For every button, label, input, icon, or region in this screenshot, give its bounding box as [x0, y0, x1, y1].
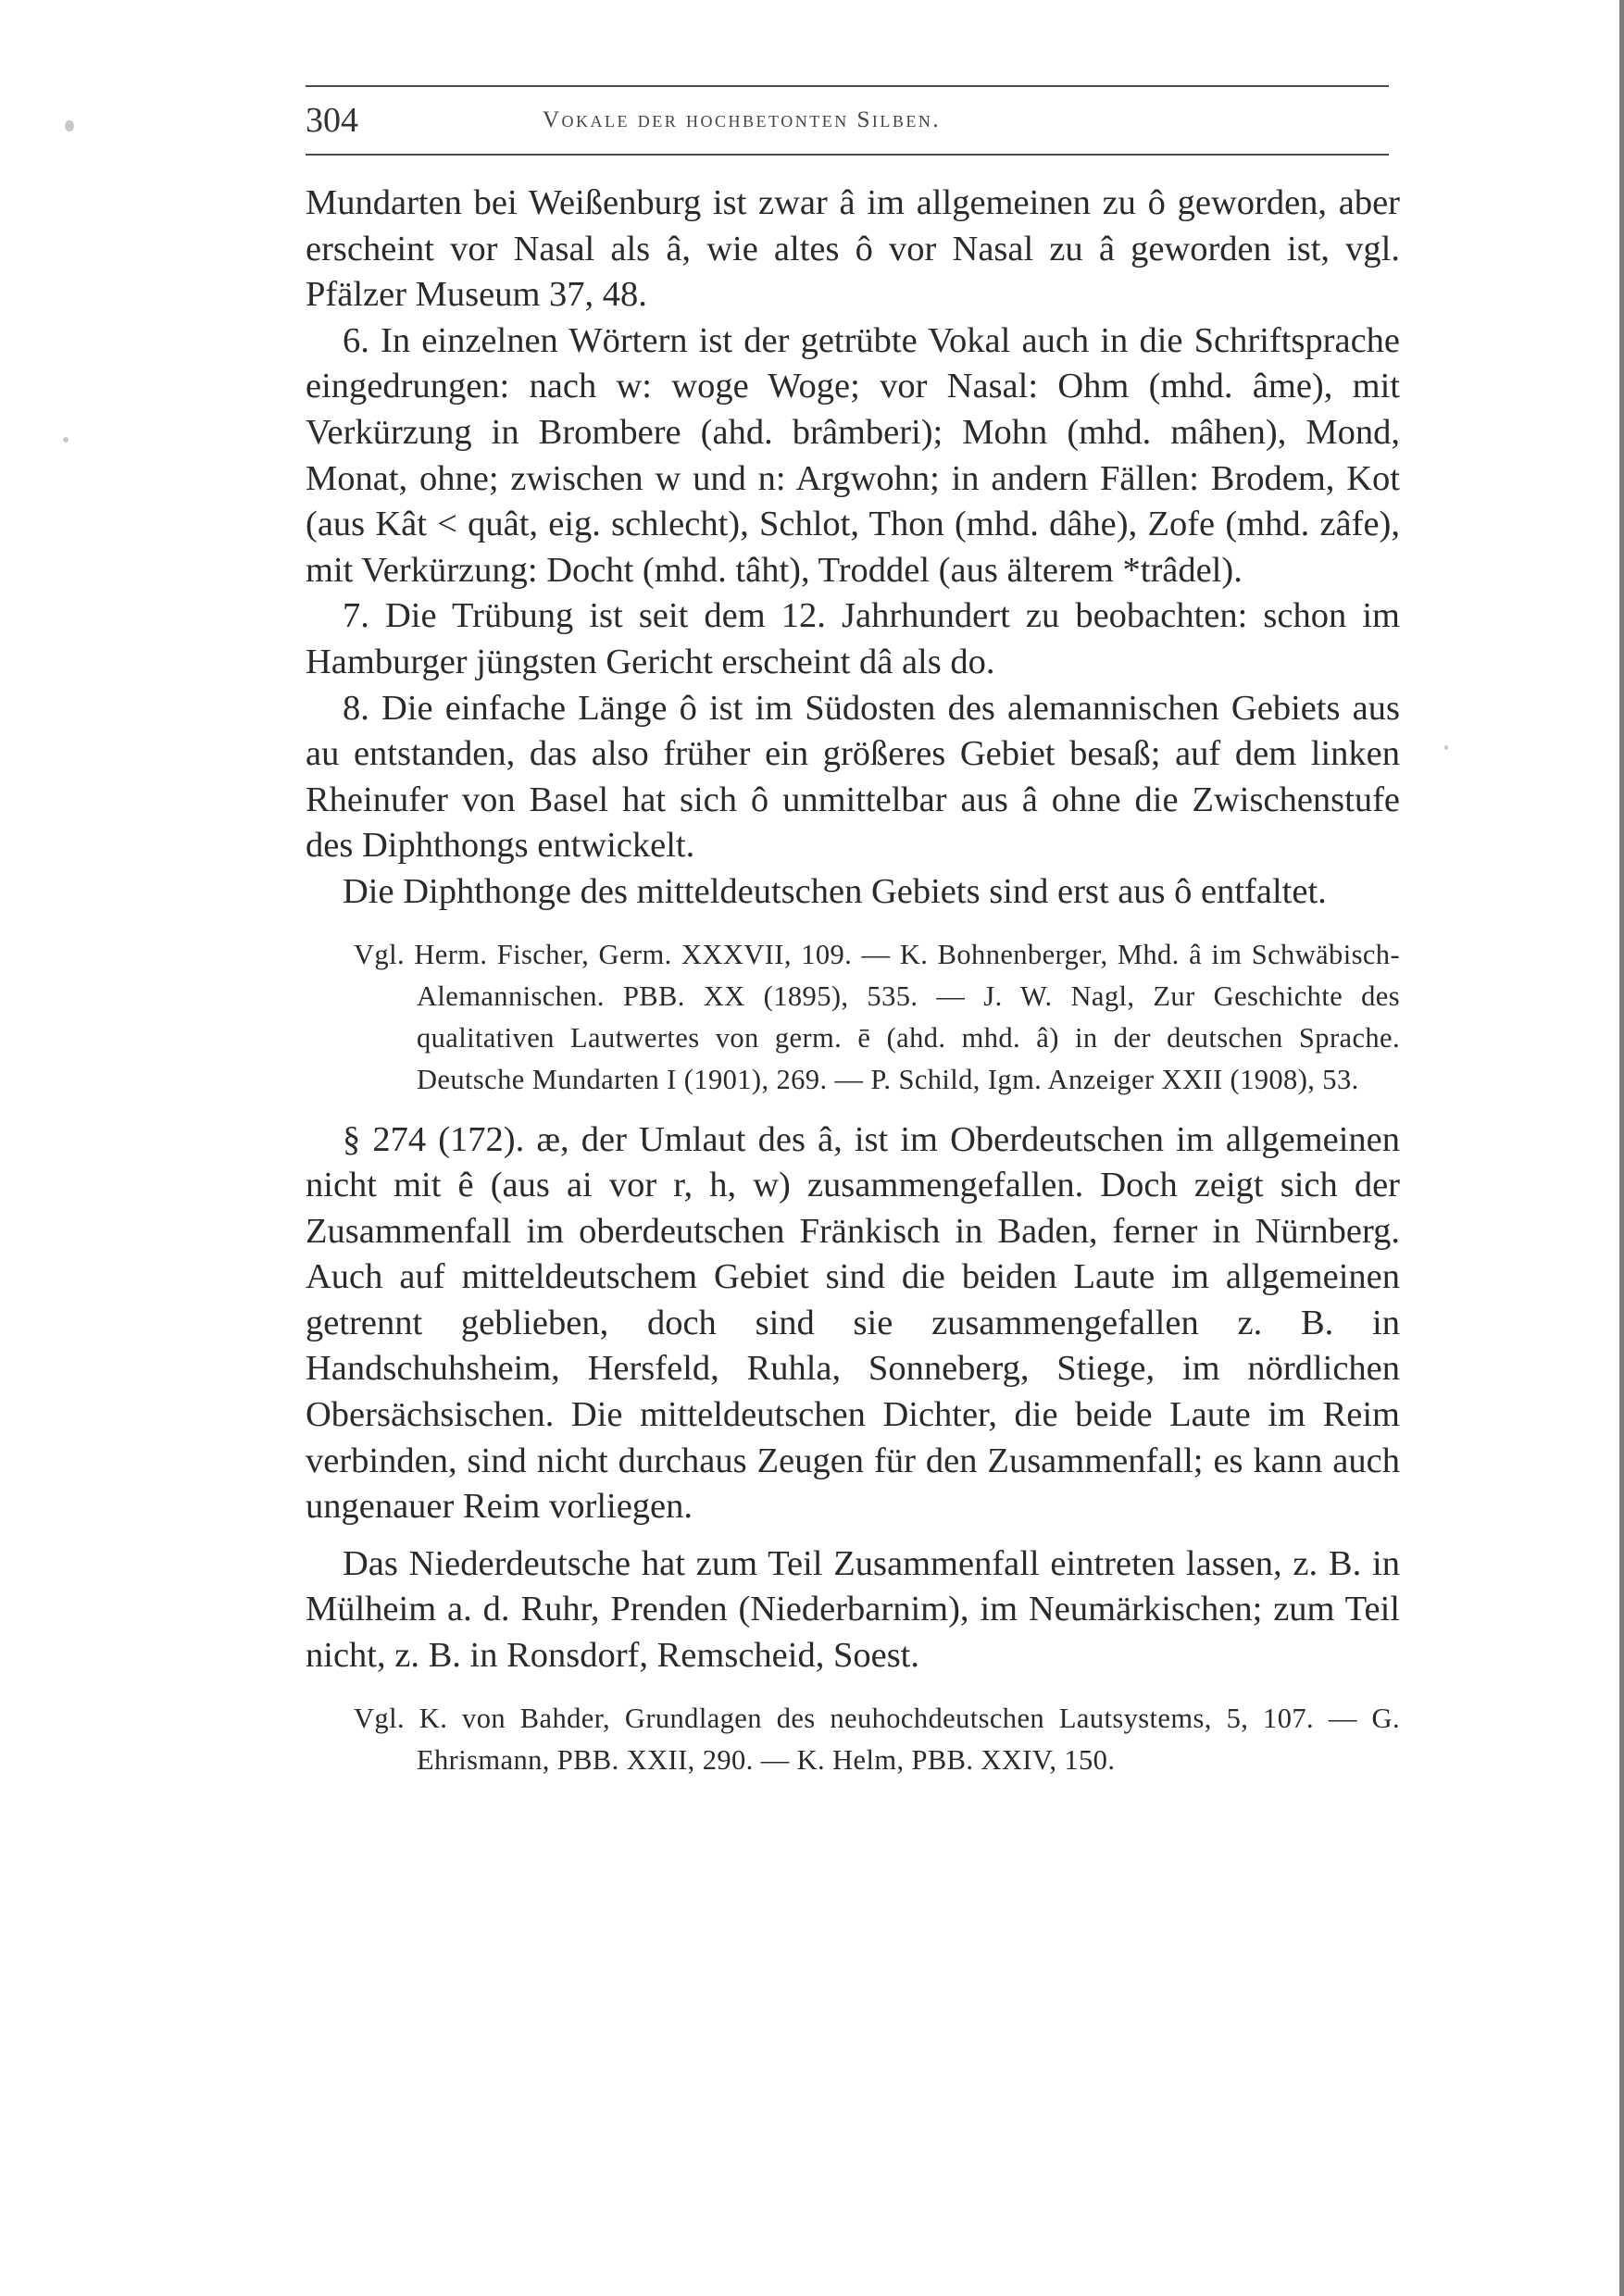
running-title: Vokale der hochbetonten Silben.: [543, 107, 942, 132]
margin-speck: [1444, 745, 1448, 750]
page-edge: [1619, 0, 1624, 2296]
page-header: [306, 100, 1389, 143]
page-number: 304: [306, 101, 358, 140]
reference-note-1: Vgl. Herm. Fischer, Germ. XXXVII, 109. — K. Bohnenberger, Mhd. â im Schwäbisch-Alemannischen. PBB. XX (1895), 535. — J. W. Nagl, Zur Geschichte des qualitativen Lautwertes von germ. ē (ahd. mhd. â) in der deutschen Sprache. Deutsche Mundarten I (1901), 269. — P. Schild, Igm. Anzeiger XXII (1908), 53.: [354, 938, 1400, 1095]
paragraph-continuation: Mundarten bei Weißenburg ist zwar â im allgemeinen zu ô geworden, aber erscheint vor Nasal als â, wie altes ô vor Nasal zu â geworden ist, vgl. Pfälzer Museum 37, 48.: [306, 183, 1400, 315]
paragraph-6: 6. In einzelnen Wörtern ist der getrübte Vokal auch in die Schriftsprache eingedrungen: nach w: woge Woge; vor Nasal: Ohm (mhd. âme), mit Verkürzung in Brombere (ahd. brâmberi); Mohn (mhd. mâhen), Mond, Monat, ohne; zwischen w und n: Argwohn; in andern Fällen: Brodem, Kot (aus Kât < quât, eig. schlecht), Schlot, Thon (mhd. dâhe), Zofe (mhd. zâfe), mit Verkürzung: Docht (mhd. tâht), Troddel (aus älterem *trâdel).: [306, 320, 1400, 590]
header-bottom-rule: [306, 154, 1389, 156]
main-text: [306, 181, 1400, 1798]
paragraph-7: 7. Die Trübung ist seit dem 12. Jahrhundert zu beobachten: schon im Hamburger jüngsten Gericht erscheint dâ als do.: [306, 596, 1400, 681]
margin-speck: [63, 437, 69, 443]
reference-note-2: Vgl. K. von Bahder, Grundlagen des neuhochdeutschen Lautsystems, 5, 107. — G. Ehrismann, PBB. XXII, 290. — K. Helm, PBB. XXIV, 150.: [354, 1702, 1400, 1776]
paragraph-8: 8. Die einfache Länge ô ist im Südosten des alemannischen Gebiets aus au entstanden, das also früher ein größeres Gebiet besaß; auf dem linken Rheinufer von Basel hat sich ô unmittelbar aus â ohne die Zwischenstufe des Diphthongs entwickelt.: [306, 688, 1400, 866]
paragraph-diphthonge: Die Diphthonge des mitteldeutschen Gebiets sind erst aus ô entfaltet.: [343, 871, 1327, 911]
paragraph-niederdeutsch: Das Niederdeutsche hat zum Teil Zusammenfall eintreten lassen, z. B. in Mülheim a. d. Ruhr, Prenden (Niederbarnim), im Neumärkischen; zum Teil nicht, z. B. in Ronsdorf, Remscheid, Soest.: [306, 1543, 1400, 1676]
margin-speck: [65, 120, 74, 131]
header-top-rule: [306, 85, 1389, 87]
section-274: § 274 (172). æ, der Umlaut des â, ist im Oberdeutschen im allgemeinen nicht mit ê (aus ai vor r, h, w) zusammengefallen. Doch zeigt sich der Zusammenfall im oberdeutschen Fränkisch in Baden, ferner in Nürnberg. Auch auf mitteldeutschem Gebiet sind die beiden Laute im allgemeinen getrennt geblieben, doch sind sie zusammengefallen z. B. in Handschuhsheim, Hersfeld, Ruhla, Sonneberg, Stiege, im nördlichen Obersächsischen. Die mitteldeutschen Dichter, die beide Laute im Reim verbinden, sind nicht durchaus Zeugen für den Zusammenfall; es kann auch ungenauer Reim vorliegen.: [306, 1119, 1400, 1527]
